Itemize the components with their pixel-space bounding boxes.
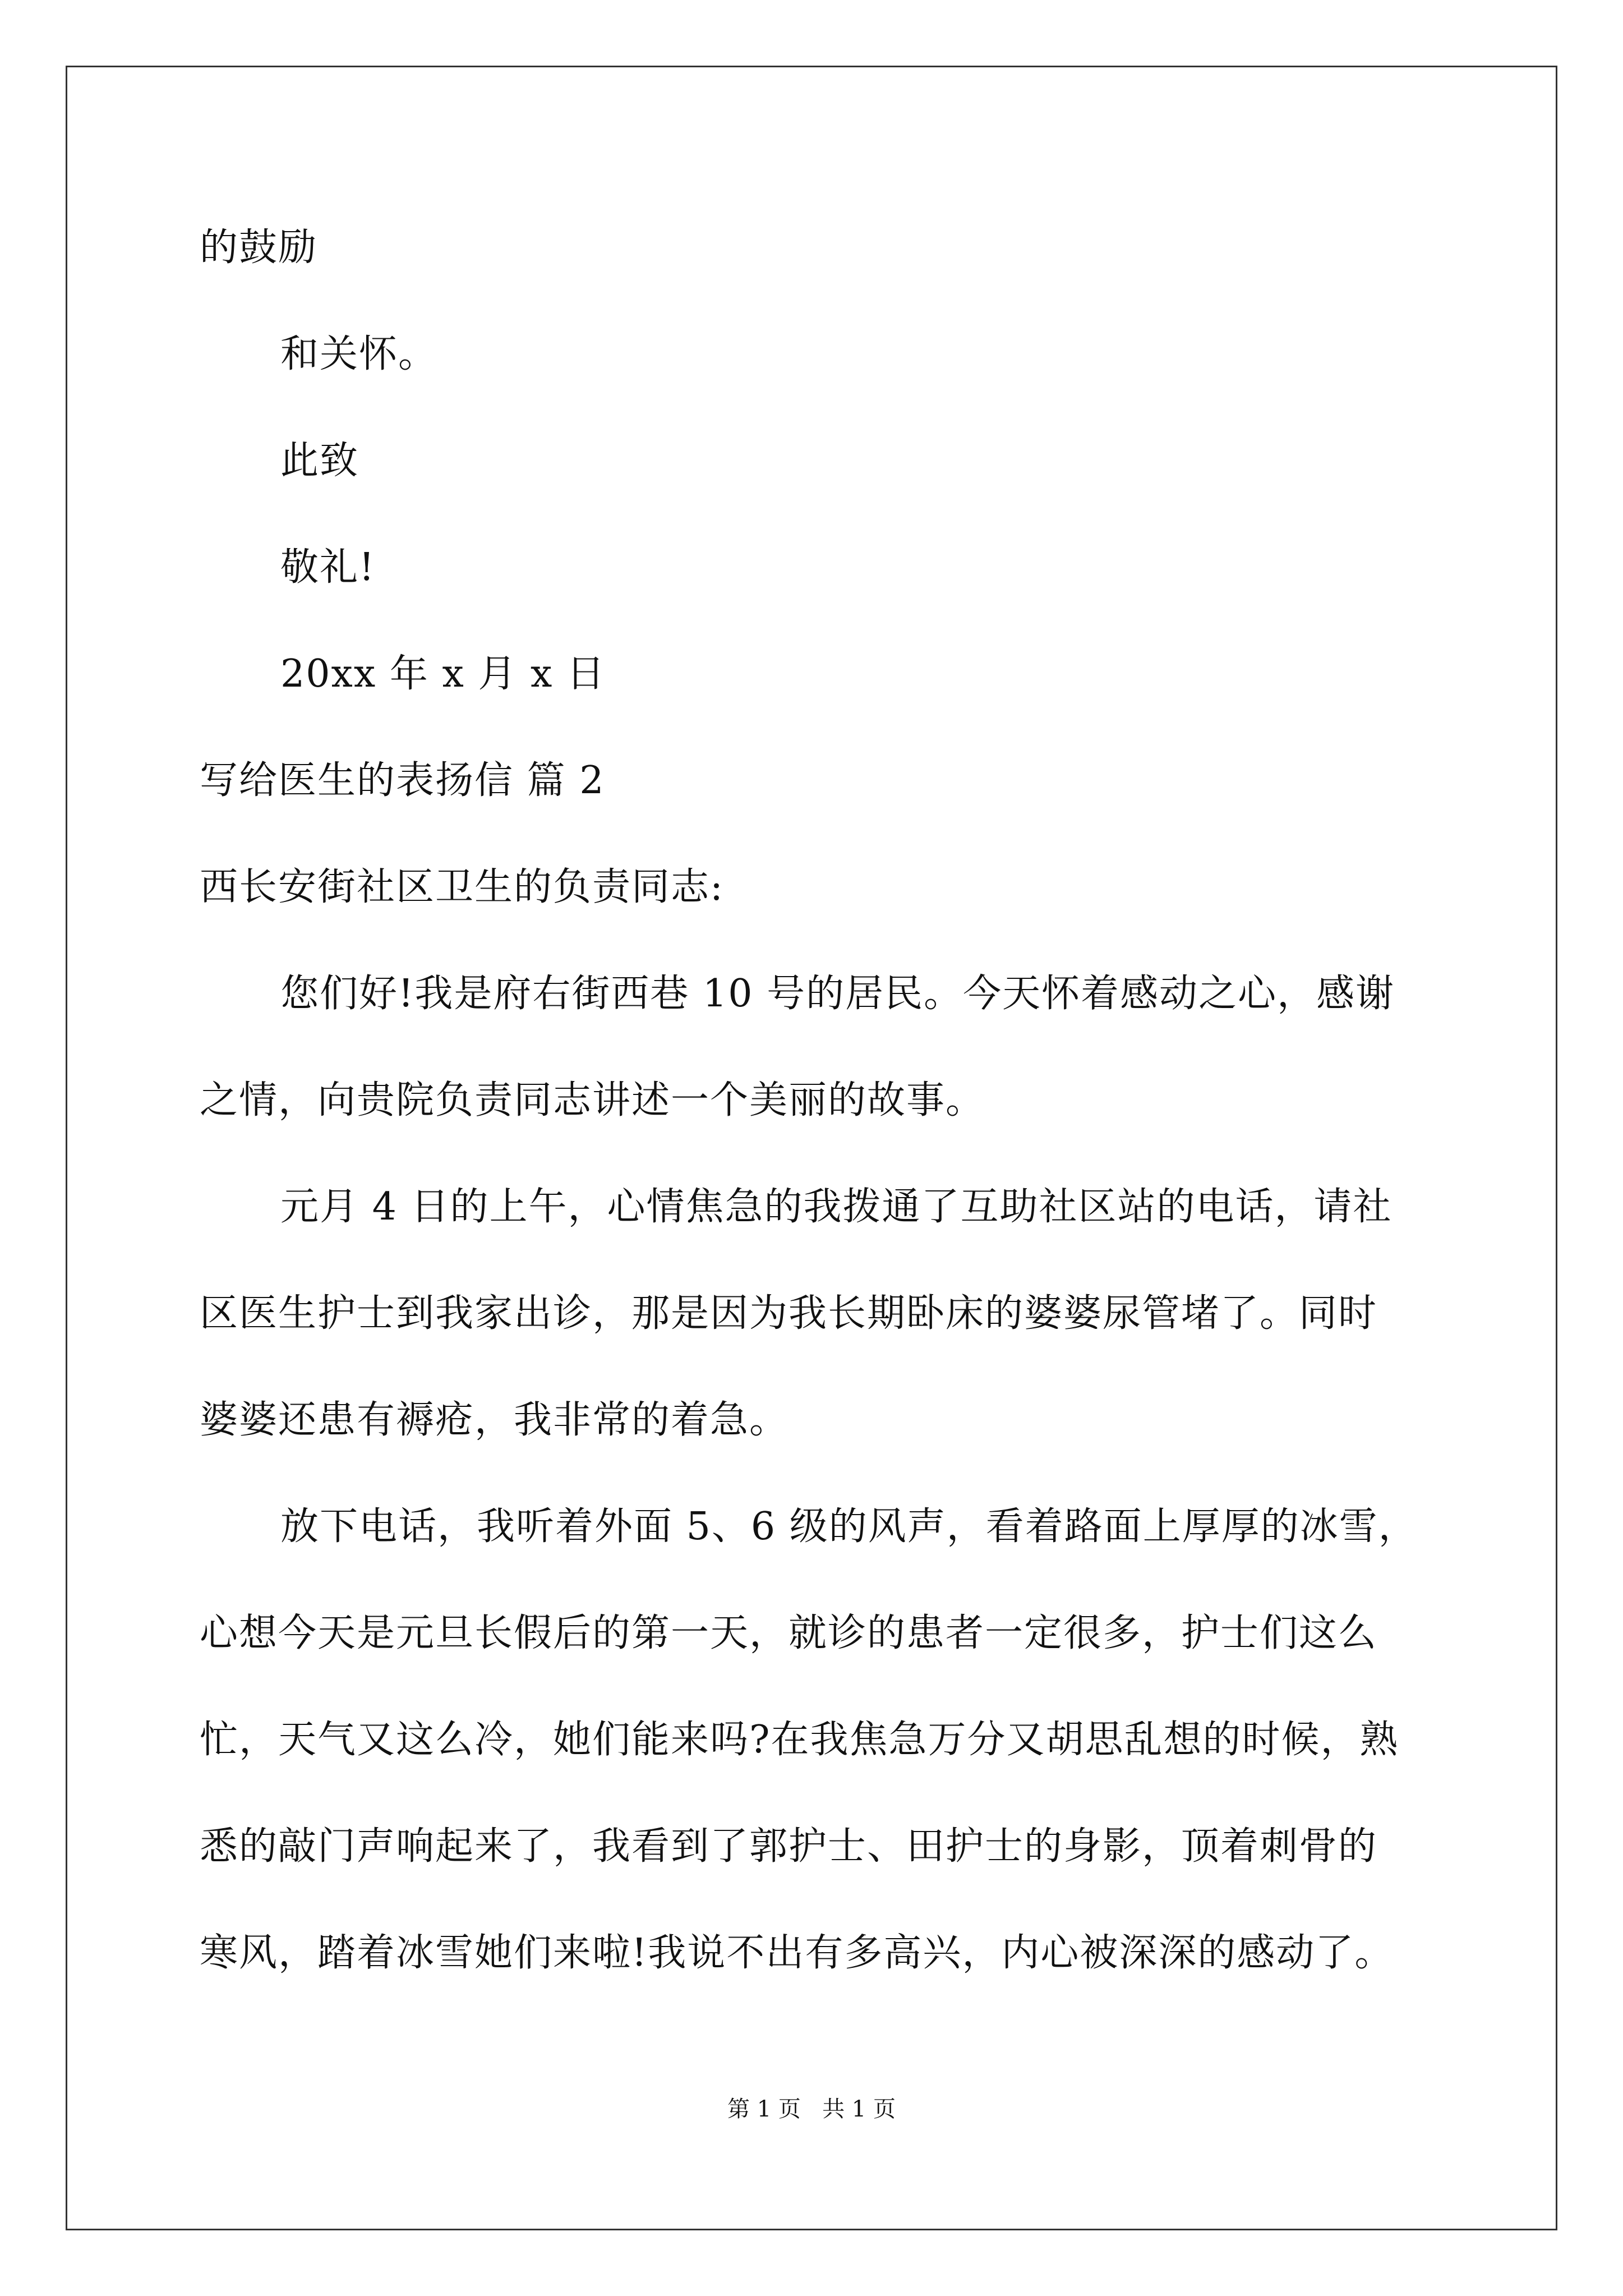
paragraph-line: 寒风，踏着冰雪她们来啦!我说不出有多高兴，内心被深深的感动了。 bbox=[200, 1931, 1394, 1975]
text-line: 和关怀。 bbox=[280, 332, 438, 376]
paragraph-line: 悉的敲门声响起来了，我看到了郭护士、田护士的身影，顶着刺骨的 bbox=[200, 1824, 1378, 1869]
paragraph-line: 心想今天是元旦长假后的第一天，就诊的患者一定很多，护士们这么 bbox=[200, 1611, 1378, 1655]
salutation: 西长安街社区卫生的负责同志: bbox=[200, 865, 724, 909]
paragraph-line: 之情，向贵院负责同志讲述一个美丽的故事。 bbox=[200, 1078, 985, 1122]
page-border bbox=[66, 66, 1557, 2230]
page-footer: 第 1 页 共 1 页 bbox=[727, 2096, 896, 2122]
date-line: 20xx 年 x 月 x 日 bbox=[280, 652, 606, 696]
paragraph-line: 您们好!我是府右街西巷 10 号的居民。今天怀着感动之心，感谢 bbox=[280, 972, 1395, 1016]
text-line: 敬礼! bbox=[280, 545, 376, 590]
section-heading: 写给医生的表扬信 篇 2 bbox=[200, 758, 605, 803]
text-line: 的鼓励 bbox=[200, 226, 318, 270]
text-line: 此致 bbox=[280, 439, 359, 483]
paragraph-line: 婆婆还患有褥疮，我非常的着急。 bbox=[200, 1398, 789, 1442]
paragraph-line: 忙，天气又这么冷，她们能来吗?在我焦急万分又胡思乱想的时候，熟 bbox=[200, 1718, 1399, 1762]
paragraph-line: 元月 4 日的上午，心情焦急的我拨通了互助社区站的电话，请社 bbox=[280, 1185, 1393, 1229]
paragraph-line: 区医生护士到我家出诊，那是因为我长期卧床的婆婆尿管堵了。同时 bbox=[200, 1291, 1378, 1336]
paragraph-line: 放下电话，我听着外面 5、6 级的风声，看着路面上厚厚的冰雪， bbox=[280, 1504, 1418, 1549]
